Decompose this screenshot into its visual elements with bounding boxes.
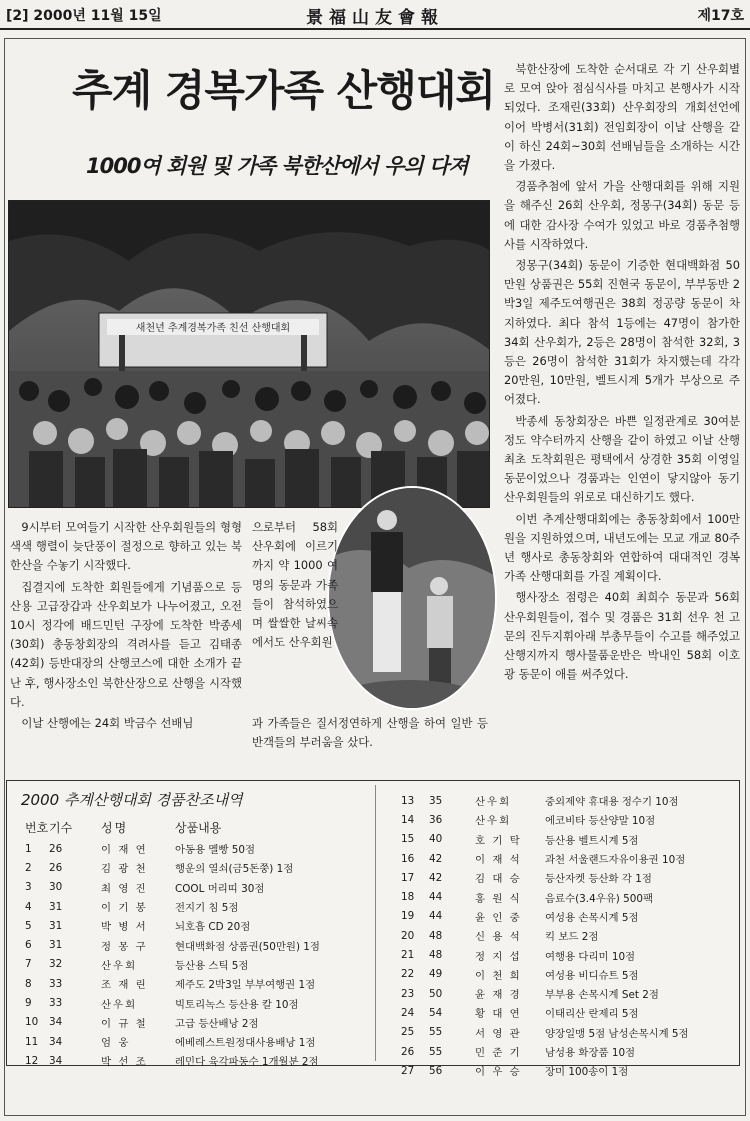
- row-name: 호 기 탁: [475, 834, 522, 847]
- table-row: [383, 926, 735, 945]
- row-no: 12: [25, 1054, 39, 1067]
- masthead: [0, 0, 750, 30]
- paragraph: 이번 추계산행대회에는 총동창회에서 100만원을 지원하였으며, 내년도에는 모교 개교 80주년 행사로 총동창회와 연합하여 대대적인 경복가족 산행대회를 가질 계획이다.: [504, 511, 740, 584]
- row-name: 산우회: [475, 796, 512, 809]
- row-gi: 56: [429, 1064, 443, 1077]
- row-no: 17: [401, 871, 415, 884]
- row-name: 김 광 천: [101, 863, 148, 876]
- row-prize: 킥 보드 2점: [545, 931, 599, 944]
- row-name: 박 병 서: [101, 921, 148, 934]
- row-name: 서 영 관: [475, 1027, 522, 1040]
- row-gi: 31: [49, 900, 63, 913]
- paragraph: 이날 산행에는 24회 박금수 선배님: [21, 716, 194, 731]
- table-row: [15, 935, 373, 954]
- paragraph: 경품추첨에 앞서 가을 산행대회를 위해 지원을 해주신 26회 산우회, 정몽구(34회) 동문 등에 대한 감사장 수여가 있었고 바로 경품추첨행사를 시작하였다.: [504, 179, 740, 251]
- row-no: 19: [401, 910, 415, 923]
- row-prize: 등산자켓 등산화 각 1점: [545, 873, 652, 886]
- paragraph: 북한산장에 도착한 순서대로 각 기 산우회별로 모여 앉아 점심식사를 마치고 본행사가 시작되었다. 조재린(33회) 산우회장의 개회선언에 이어 박병서(31회) 전임회장이 이날 산행을 같이 하신 24회~30회 선배님들을 소개하는 시간을 가졌다.: [504, 62, 740, 173]
- row-no: 21: [401, 949, 415, 962]
- row-name: 이 재 연: [101, 844, 148, 857]
- row-name: 윤 인 중: [475, 911, 522, 924]
- row-gi: 42: [429, 852, 443, 865]
- table-row: [383, 1042, 735, 1061]
- row-name: 황 대 연: [475, 1008, 522, 1021]
- row-no: 8: [25, 977, 32, 990]
- table-header: [15, 815, 373, 839]
- issue-date: [2] 2000년 11월 15일: [6, 8, 162, 24]
- row-gi: 50: [429, 987, 443, 1000]
- paragraph: 정몽구(34회) 동문이 기증한 현대백화점 50만원 상품권은 55회 진현국 동문이, 부부동반 2박3일 제주도여행권은 38회 정공량 동문이 차지하였다. 최다 참석 1등에는 47명이 참가한 34회 산우회가, 2등은 28명이 참석한 32회, 3등은 26명이 참석한 31회가 차지했는데 각각 20만원, 10만원, 벨트시계 5개가 부상으로 주어졌다.: [504, 258, 740, 407]
- table-row: [15, 858, 373, 877]
- table-divider: [375, 785, 376, 1061]
- row-no: 23: [401, 987, 415, 1000]
- row-name: 산우회: [101, 998, 138, 1011]
- table-row: [383, 887, 735, 906]
- row-no: 4: [25, 900, 32, 913]
- row-name: 최 영 진: [101, 882, 148, 895]
- headline: 추계 경복가족 산행대회: [72, 66, 495, 115]
- row-prize: 여성용 손목시계 5점: [545, 911, 639, 924]
- row-prize: 등산용 스틱 5점: [175, 959, 249, 972]
- row-prize: 아동용 멜빵 50점: [175, 844, 256, 857]
- row-no: 3: [25, 881, 32, 894]
- table-row: [383, 1061, 735, 1080]
- table-row: [15, 993, 373, 1012]
- row-prize: 여행용 다리미 10점: [545, 950, 636, 963]
- row-gi: 32: [49, 958, 63, 971]
- row-prize: 행운의 열쇠(금5돈쭝) 1점: [175, 863, 294, 876]
- row-gi: 44: [429, 910, 443, 923]
- row-gi: 49: [429, 968, 443, 981]
- row-prize: 현대백화점 상품권(50만원) 1점: [175, 940, 320, 953]
- row-name: 김 대 승: [475, 873, 522, 886]
- table-row: [15, 955, 373, 974]
- row-prize: 제주도 2박3일 부부여행권 1점: [175, 979, 316, 992]
- paragraph: 박종세 동창회장은 바쁜 일정관계로 30여분정도 약수터까지 산행을 같이 하였고 이날 산행 최초 도착회원은 평택에서 상경한 35회 이영일 동문이었으나 경품과는 인연이 닿지않아 동기 산우회원들의 위로로 대신하기도 했다.: [504, 413, 740, 505]
- hiking-crowd-photo: [8, 200, 490, 508]
- table-row: [15, 1051, 373, 1070]
- row-gi: 33: [49, 997, 63, 1010]
- row-name: 엄 웅: [101, 1037, 131, 1050]
- row-prize: 빅토리녹스 등산용 칼 10점: [175, 998, 299, 1011]
- prize-table-left: [15, 815, 373, 1071]
- row-prize: COOL 머리띠 30점: [175, 882, 265, 895]
- table-row: [383, 965, 735, 984]
- row-prize: 고급 등산배낭 2점: [175, 1017, 259, 1030]
- row-name: 민 준 기: [475, 1047, 522, 1059]
- row-name: 이 재 석: [475, 854, 522, 867]
- row-gi: 44: [429, 891, 443, 904]
- table-row: [383, 868, 735, 887]
- row-name: 산우회: [101, 959, 138, 972]
- row-gi: 31: [49, 919, 63, 932]
- row-no: 11: [25, 1035, 39, 1048]
- article-mid-tail: [252, 714, 488, 752]
- row-no: 10: [25, 1016, 39, 1029]
- row-gi: 54: [429, 1006, 443, 1019]
- row-name: 정 몽 구: [101, 940, 148, 953]
- row-gi: 34: [49, 1016, 63, 1029]
- newsletter-name: 景福山友會報: [306, 8, 444, 28]
- row-no: 7: [25, 958, 32, 971]
- row-gi: 34: [49, 1054, 63, 1067]
- table-row: [15, 974, 373, 993]
- article-right-column: [504, 60, 740, 687]
- table-row: [383, 907, 735, 926]
- header-gi: 기수: [49, 820, 73, 835]
- row-gi: 33: [49, 977, 63, 990]
- table-row: [15, 916, 373, 935]
- header-prize: 상품내용: [175, 820, 222, 835]
- table-row: [383, 849, 735, 868]
- row-no: 13: [401, 794, 415, 807]
- row-name: 이 우 승: [475, 1066, 522, 1079]
- row-prize: 음료수(3.4우유) 500팩: [545, 892, 653, 905]
- row-no: 18: [401, 891, 415, 904]
- row-no: 20: [401, 929, 415, 942]
- row-name: 홍 원 식: [475, 892, 522, 905]
- row-gi: 34: [49, 1035, 63, 1048]
- table-row: [15, 897, 373, 916]
- row-name: 산우회: [475, 815, 512, 828]
- row-no: 1: [25, 842, 32, 855]
- paragraph: 과 가족들은 질서정연하게 산행을 하여 일반 등반객들의 부러움을 샀다.: [252, 716, 488, 750]
- row-no: 24: [401, 1006, 415, 1019]
- paragraph: 집결지에 도착한 회원들에게 기념품으로 등산용 고급장갑과 산우회보가 나누어졌고, 오전 10시 정각에 배드민턴 구장에 도착한 박종세(30회) 총동창회장의 격려사를 듣고 김태종(42회) 등반대장의 산행코스에 대한 소개가 끝난 후, 행사장소인 북한산장으로 산행을 시작했다.: [10, 579, 242, 709]
- table-row: [383, 791, 735, 810]
- row-no: 26: [401, 1045, 415, 1058]
- row-gi: 42: [429, 871, 443, 884]
- table-row: [15, 878, 373, 897]
- row-no: 15: [401, 833, 415, 846]
- article-mid-column: [252, 518, 338, 652]
- row-gi: 48: [429, 949, 443, 962]
- table-row: [383, 945, 735, 964]
- row-prize: 양장일맹 5점 남성손목시계 5점: [545, 1027, 689, 1040]
- row-gi: 55: [429, 1045, 443, 1058]
- header-no: 번호: [25, 820, 49, 835]
- row-prize: 과천 서울랜드자유이용권 10점: [545, 854, 686, 867]
- row-no: 9: [25, 997, 32, 1010]
- row-prize: 이태리산 란제리 5점: [545, 1008, 639, 1021]
- row-prize: 전지기 침 5점: [175, 902, 239, 915]
- table-row: [15, 1013, 373, 1032]
- table-row: [15, 839, 373, 858]
- row-no: 2: [25, 861, 32, 874]
- row-gi: 40: [429, 833, 443, 846]
- table-row: [383, 1023, 735, 1042]
- row-prize: 중외제약 휴대용 정수기 10점: [545, 796, 679, 809]
- table-row: [15, 1032, 373, 1051]
- row-gi: 26: [49, 861, 63, 874]
- prize-table: [6, 780, 740, 1079]
- row-prize: 남성용 화장품 10점: [545, 1047, 636, 1059]
- paragraph: 행사장소 점령은 40회 최희수 동문과 56회 산우회원들이, 접수 및 경품은 31회 선우 천 고문의 진두지휘아래 부총무들이 수고를 해주었고 산행지까지 행사물품운반은 박내인 58회 이호광 동문이 애를 써주었다.: [504, 590, 740, 682]
- row-gi: 31: [49, 939, 63, 952]
- row-prize: 등산용 벨트시계 5점: [545, 834, 639, 847]
- row-name: 이 천 희: [475, 969, 522, 982]
- row-prize: 에베레스트원정대사용배낭 1점: [175, 1037, 316, 1050]
- row-gi: 35: [429, 794, 443, 807]
- row-name: 조 재 린: [101, 979, 148, 992]
- row-gi: 55: [429, 1026, 443, 1039]
- row-gi: 48: [429, 929, 443, 942]
- speaker-photo: [327, 486, 497, 710]
- issue-number: 제17호: [697, 8, 744, 24]
- header-name: 성명: [101, 820, 129, 835]
- table-row: [383, 830, 735, 849]
- paragraph: 9시부터 모여들기 시작한 산우회원들의 형형색색 행렬이 늦단풍이 절정으로 향하고 있는 북한산을 수놓기 시작했다.: [10, 520, 242, 573]
- row-prize: 에코비타 등산양말 10점: [545, 815, 656, 828]
- row-name: 이 기 봉: [101, 902, 148, 915]
- paragraph: 으로부터 58회 산우회에 이르기까지 약 1000 여명의 동문과 가족들이 참석하였으며 쌀쌀한 날씨속에서도 산우회원: [252, 520, 338, 650]
- prize-table-title: 2000 추계산행대회 경품찬조내역: [21, 791, 243, 809]
- row-name: 이 규 철: [101, 1017, 148, 1030]
- table-row: [383, 1003, 735, 1022]
- row-no: 5: [25, 919, 32, 932]
- row-gi: 30: [49, 881, 63, 894]
- table-row: [383, 984, 735, 1003]
- row-prize: 장미 100송이 1점: [545, 1066, 629, 1079]
- prize-table-right: [383, 791, 735, 1080]
- row-prize: 레민다 육각파동수 1개월분 2점: [175, 1056, 319, 1069]
- article-left-column: [10, 518, 242, 735]
- row-name: 신 용 석: [475, 931, 522, 944]
- row-no: 27: [401, 1064, 415, 1077]
- row-prize: 여성용 비디슈트 5점: [545, 969, 639, 982]
- row-no: 14: [401, 813, 415, 826]
- row-name: 박 선 조: [101, 1056, 148, 1069]
- row-gi: 36: [429, 813, 443, 826]
- row-gi: 26: [49, 842, 63, 855]
- subheadline: 1000여 회원 및 가족 북한산에서 우의 다져: [86, 154, 468, 178]
- row-no: 16: [401, 852, 415, 865]
- row-no: 22: [401, 968, 415, 981]
- row-no: 6: [25, 939, 32, 952]
- row-prize: 부부용 손목시계 Set 2점: [545, 989, 659, 1002]
- event-banner: 새천년 추계경복가족 친선 산행대회: [135, 323, 291, 334]
- row-prize: 뇌호흡 CD 20점: [175, 921, 251, 934]
- row-name: 정 지 섭: [475, 950, 522, 963]
- row-name: 윤 재 경: [475, 989, 522, 1002]
- table-row: [383, 810, 735, 829]
- row-no: 25: [401, 1026, 415, 1039]
